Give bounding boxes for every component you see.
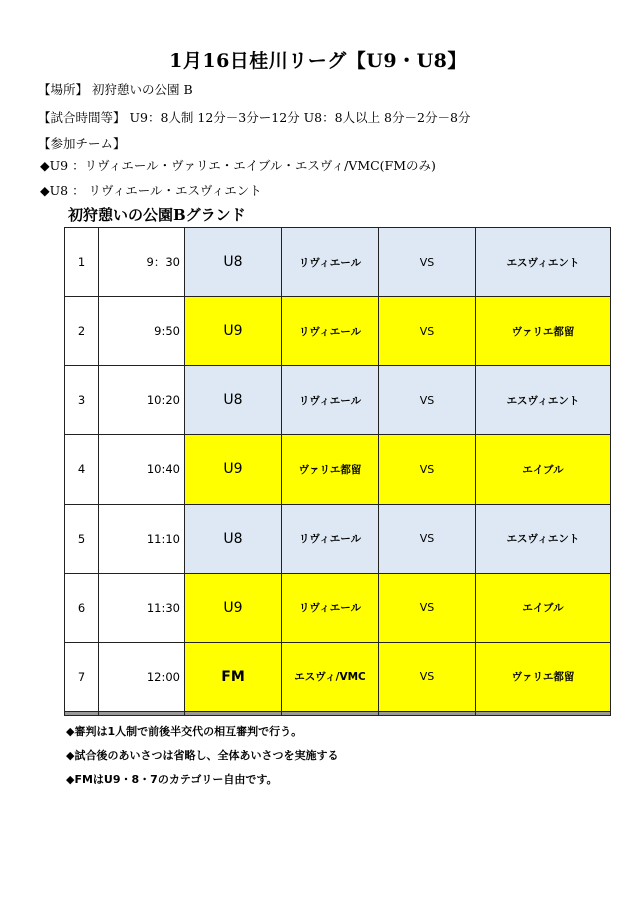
- vs-label: VS: [379, 435, 476, 504]
- away-team: エスヴィエント: [476, 504, 611, 573]
- away-team: エイブル: [476, 435, 611, 504]
- empty-cell: [99, 711, 185, 715]
- table-row: [65, 435, 611, 504]
- page-title: 1月16日桂川リーグ【U9・U8】: [169, 50, 467, 72]
- note-fm-category: ◆FMはU9・8・7のカテゴリー自由です。: [66, 773, 278, 786]
- schedule-table: [64, 227, 611, 716]
- home-team: ヴァリエ都留: [282, 435, 379, 504]
- vs-label: VS: [379, 366, 476, 435]
- empty-cell: [379, 711, 476, 715]
- home-team: エスヴィ/VMC: [282, 642, 379, 711]
- match-category: U8: [185, 504, 282, 573]
- match-time: 11:30: [99, 573, 185, 642]
- note-referee: ◆審判は1人制で前後半交代の相互審判で行う。: [66, 725, 303, 738]
- match-number: 5: [65, 504, 99, 573]
- match-time: 10:40: [99, 435, 185, 504]
- vs-label: VS: [379, 504, 476, 573]
- table-row: [65, 297, 611, 366]
- away-team: エスヴィエント: [476, 366, 611, 435]
- home-team: リヴィエール: [282, 228, 379, 297]
- match-time: 9：30: [99, 228, 185, 297]
- empty-cell: [282, 711, 379, 715]
- home-team: リヴィエール: [282, 297, 379, 366]
- match-number: 4: [65, 435, 99, 504]
- home-team: リヴィエール: [282, 573, 379, 642]
- match-category: FM: [185, 642, 282, 711]
- match-time: 12:00: [99, 642, 185, 711]
- away-team: ヴァリエ都留: [476, 297, 611, 366]
- match-category: U8: [185, 228, 282, 297]
- match-category: U9: [185, 435, 282, 504]
- note-greeting: ◆試合後のあいさつは省略し、全体あいさつを実施する: [66, 749, 339, 762]
- away-team: エイブル: [476, 573, 611, 642]
- empty-cell: [476, 711, 611, 715]
- teams-heading: 【参加チーム】: [38, 136, 126, 151]
- vs-label: VS: [379, 297, 476, 366]
- empty-row: [65, 711, 611, 715]
- vs-label: VS: [379, 573, 476, 642]
- match-time: 11:10: [99, 504, 185, 573]
- vs-label: VS: [379, 642, 476, 711]
- table-row: [65, 573, 611, 642]
- table-row: [65, 504, 611, 573]
- match-time-line: 【試合時間等】 U9：8人制 12分－3分ー12分 U8：8人以上 8分－2分－8分: [38, 110, 471, 125]
- ground-title: 初狩憩いの公園Bグランド: [68, 206, 246, 224]
- match-number: 3: [65, 366, 99, 435]
- match-category: U9: [185, 573, 282, 642]
- match-category: U9: [185, 297, 282, 366]
- table-row: [65, 228, 611, 297]
- empty-cell: [185, 711, 282, 715]
- away-team: ヴァリエ都留: [476, 642, 611, 711]
- table-row: [65, 366, 611, 435]
- table-row: [65, 642, 611, 711]
- empty-cell: [65, 711, 99, 715]
- match-number: 1: [65, 228, 99, 297]
- away-team: エスヴィエント: [476, 228, 611, 297]
- match-time: 10:20: [99, 366, 185, 435]
- u8-teams-line: ◆U8 ： リヴィエール・エスヴィエント: [40, 183, 262, 198]
- match-time: 9:50: [99, 297, 185, 366]
- match-category: U8: [185, 366, 282, 435]
- place-line: 【場所】 初狩憩いの公園 B: [38, 82, 193, 97]
- match-number: 2: [65, 297, 99, 366]
- match-number: 6: [65, 573, 99, 642]
- vs-label: VS: [379, 228, 476, 297]
- home-team: リヴィエール: [282, 504, 379, 573]
- match-number: 7: [65, 642, 99, 711]
- u9-teams-line: ◆U9 ：リヴィエール・ヴァリエ・エイブル・エスヴィ/VMC(FMのみ): [40, 158, 436, 173]
- home-team: リヴィエール: [282, 366, 379, 435]
